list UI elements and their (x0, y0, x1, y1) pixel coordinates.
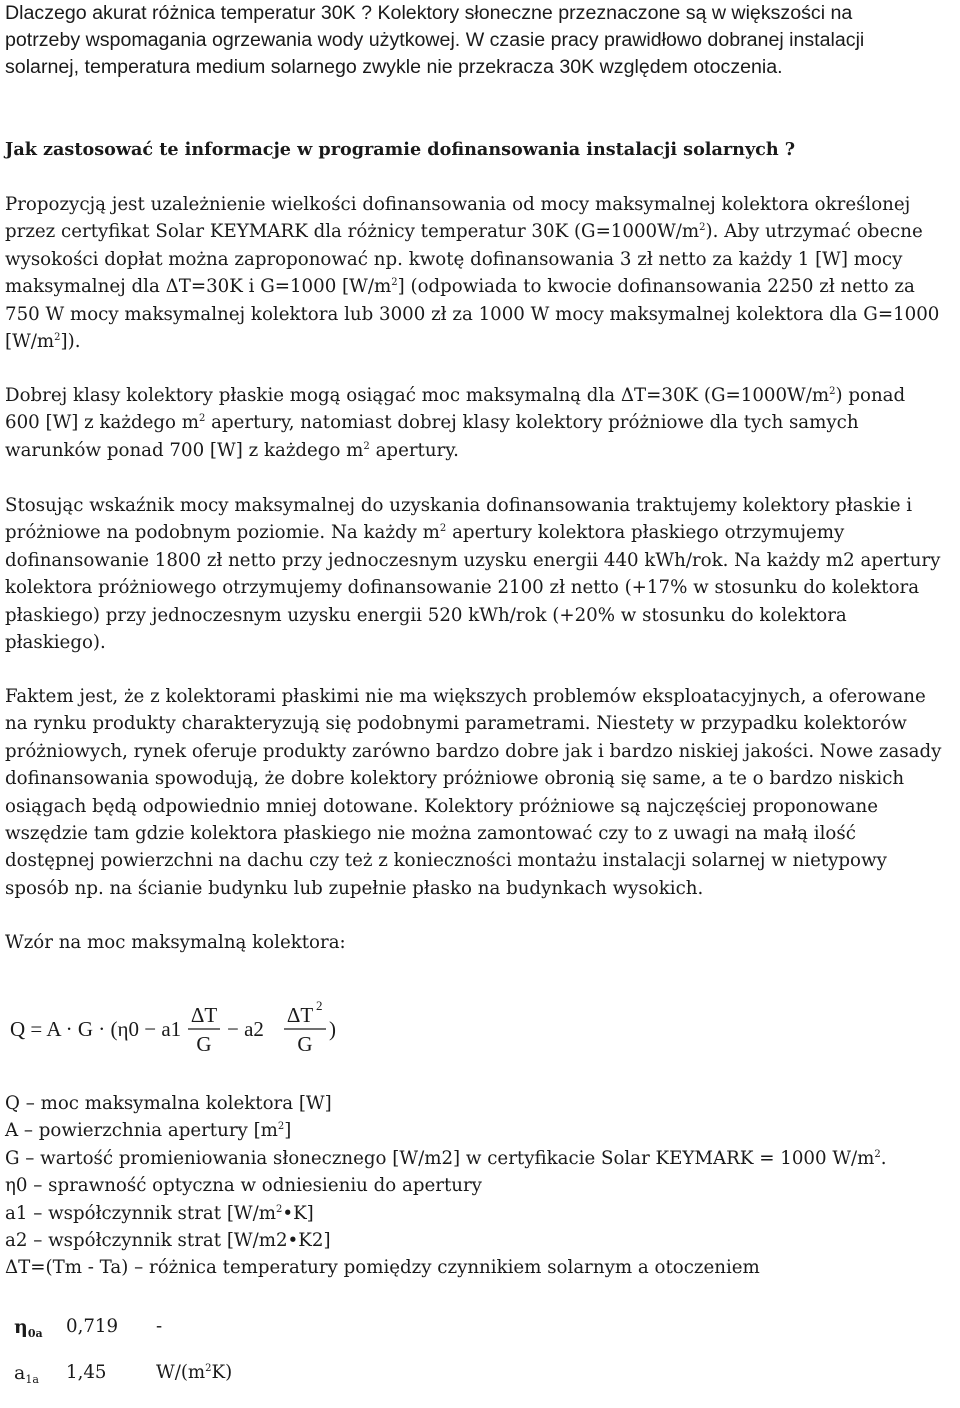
formula-close-paren: ) (329, 1017, 336, 1041)
text-line: dofinansowanie 1800 zł netto przy jednoczesnym uzysku energii 440 kWh/rok. Na każdy m2 apertury (5, 549, 941, 571)
param-value: 1,45 (66, 1362, 107, 1383)
text-line: 600 [W] z każdego $m^2$ apertury, natomiast dobrej klasy kolektory próżniowe dla tych samych (5, 412, 859, 434)
param-value: 0,719 (66, 1316, 119, 1337)
text-line: próżniowe na podobnym poziomie. Na każdy $m^2$ apertury kolektora płaskiego otrzymujemy (5, 522, 845, 544)
text-line: Stosując wskaźnik mocy maksymalnej do uzyskania dofinansowania traktujemy kolektory płaskie i (5, 495, 913, 516)
param-unit: $W/(m^2K)$ (156, 1362, 233, 1383)
text-line: wszędzie tam gdzie kolektora płaskiego nie można zamontować czy to z uwagi na małą ilość (5, 823, 856, 845)
text-line: maksymalnej dla ΔT=30K i G=1000 $[W/m^2]$ (odpowiada to kwocie dofinansowania 2250 zł netto za (5, 276, 915, 298)
section-heading: Jak zastosować te informacje w programie dofinansowania instalacji solarnych ? (5, 139, 796, 160)
text-line: dofinansowania spowodują, że dobre kolektory próżniowe obronią się same, a te o bardzo niskich (5, 768, 905, 790)
collector-classes-paragraph (5, 382, 905, 464)
formula-graphic (8, 998, 348, 1058)
param-symbol: $\eta_{0a}$ (14, 1316, 43, 1340)
text-line: Faktem jest, że z kolektorami płaskimi nie ma większych problemów eksploatacyjnych, a oferowane (5, 686, 926, 707)
formula-frac2-numerator: ΔT (286, 1003, 314, 1027)
text-line: 750 W mocy maksymalnej kolektora lub 3000 zł za 1000 W mocy maksymalnej kolektora dla G=1000 (5, 303, 940, 325)
formula-lhs: Q = A · G · (η0 − a1 (10, 1017, 182, 1041)
legend-a: A – powierzchnia apertury $[m^2]$ (5, 1120, 292, 1142)
param-unit: - (156, 1316, 163, 1337)
text-line: płaskiego) przy jednoczesnym uzysku energii 520 kWh/rok (+20% w stosunku do kolektora (5, 604, 847, 626)
formula-frac1-numerator: ΔT (190, 1003, 218, 1027)
text-line: Dobrej klasy kolektory płaskie mogą osiągać moc maksymalną dla ΔT=30K $(G=1000W/m^2)$ ponad (5, 385, 906, 406)
legend-eta: η0 – sprawność optyczna w odniesieniu do apertury (5, 1175, 482, 1197)
text-line: płaskiego). (5, 632, 106, 654)
text-line: solarnej, temperatura medium solarnego zwykle nie przekracza 30K względem otoczenia. (5, 56, 783, 78)
legend-q: Q – moc maksymalna kolektora [W] (5, 1093, 332, 1114)
text-line: wysokości dopłat można zaproponować np. kwotę dofinansowania 3 zł netto za każdy 1 [W] mocy (5, 248, 903, 270)
formula-minus-a2: − a2 (227, 1017, 264, 1041)
formula-legend (5, 1090, 887, 1282)
intro-paragraph (5, 0, 864, 81)
legend-g: G – wartość promieniowania słonecznego [W/m2] w certyfikacie Solar KEYMARK = 1000 $W/m^2$. (5, 1147, 887, 1169)
legend-dt: ΔT=(Tm - Ta) – różnica temperatury pomiędzy czynnikiem solarnym a otoczeniem (5, 1257, 760, 1279)
formula-frac1-denominator: G (196, 1032, 212, 1056)
text-line: osiągach będą odpowiednio mniej dotowane. Kolektory próżniowe są najczęściej proponowane (5, 795, 879, 817)
formula-frac2-exponent: 2 (316, 998, 323, 1013)
formula-frac2-denominator: G (297, 1032, 313, 1056)
fact-paragraph (5, 683, 941, 902)
indicator-paragraph (5, 492, 940, 656)
text-line: dostępnej powierzchni na dachu czy też z konieczności montażu instalacji solarnej w nietypowy (5, 850, 887, 872)
text-line: sposób np. na ścianie budynku lub zupełnie płasko na budynkach wysokich. (5, 877, 704, 899)
text-line: próżniowych, rynek oferuje produkty zarówno bardzo dobre jak i bardzo niskiej jakości. Nowe zasady (5, 740, 942, 762)
text-line: warunków ponad 700 [W] z każdego $m^2$ apertury. (5, 439, 459, 461)
text-line: potrzeby wspomagania ogrzewania wody użytkowej. W czasie pracy prawidłowo dobranej instalacji (5, 29, 865, 51)
legend-a2: a2 – współczynnik strat [W/m2•K2] (5, 1230, 331, 1252)
text-line: na rynku produkty charakteryzują się podobnymi parametrami. Niestety w przypadku kolektorów (5, 713, 907, 735)
legend-a1: a1 – współczynnik strat $[W/m^2•K]$ (5, 1202, 314, 1224)
text-line: kolektora próżniowego otrzymujemy dofinansowanie 2100 zł netto (+17% w stosunku do kolektora (5, 577, 920, 599)
proposal-paragraph (5, 191, 939, 355)
text-line: Propozycją jest uzależnienie wielkości dofinansowania od mocy maksymalnej kolektora określonej (5, 194, 911, 215)
formula-intro: Wzór na moc maksymalną kolektora: (5, 932, 346, 953)
text-line: $[W/m^2]$). (5, 331, 81, 353)
param-symbol: $a_{1a}$ (14, 1362, 39, 1386)
text-line: Dlaczego akurat różnica temperatur 30K ? Kolektory słoneczne przeznaczone są w większości na (5, 2, 853, 24)
max-power-formula (8, 998, 348, 1058)
text-line: przez certyfikat Solar KEYMARK dla różnicy temperatur 30K $(G=1000W/m^2)$. Aby utrzymać obecne (5, 221, 923, 243)
